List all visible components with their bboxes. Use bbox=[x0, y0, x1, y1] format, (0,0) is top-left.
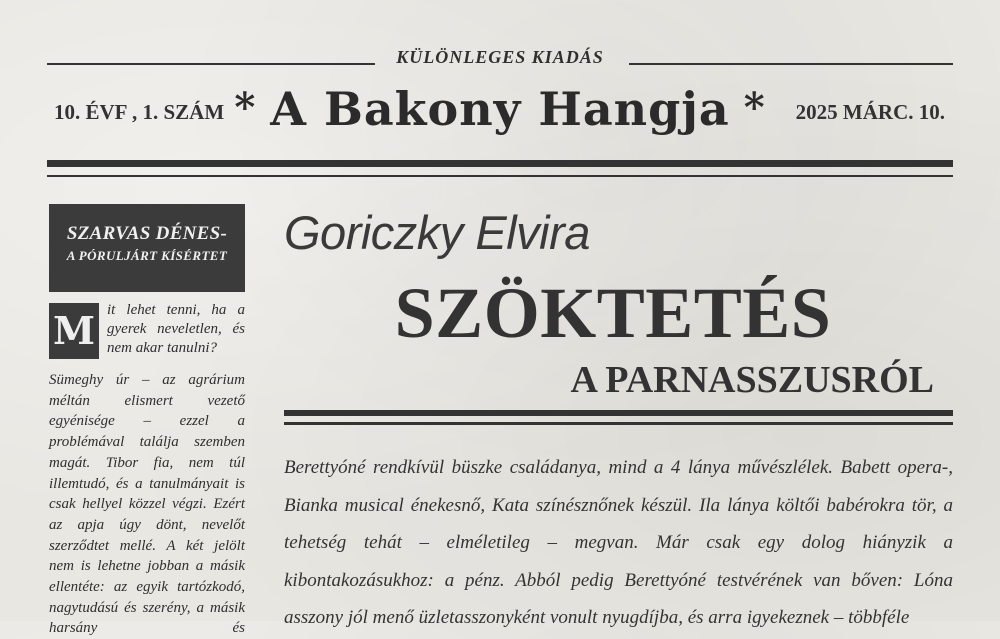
sidebar-lead-text: it lehet tenni, ha a gyerek neveletlen, és nem akar tanulni? bbox=[107, 302, 245, 356]
star-ornament-right: * bbox=[743, 84, 766, 131]
article-headline: SZÖKTETÉS bbox=[394, 273, 832, 353]
sidebar-body-text: Sümeghy úr – az agrárium méltán elismert vezető egyénisége – ezzel a problémával találja szemben magát. Tibor fia, nem túl illemtudó, és a tanulmányait is csak hellyel közzel végzi. Ezért az apja úgy dönt, nevelőt szerződtet mellé. A két jelölt nem is lehetne jobban a másik ellentéte: az egyik tartózkodó, nagytudású és szerény, a másik harsány és bbox=[49, 372, 245, 637]
issue-date: 2025 MÁRC. 10. bbox=[795, 100, 945, 124]
dropcap-letter: M bbox=[49, 303, 99, 359]
star-ornament-left: * bbox=[234, 84, 257, 131]
article-rule-thin bbox=[284, 422, 953, 425]
sidebar-title: SZARVAS DÉNES- bbox=[66, 223, 228, 244]
issue-number: 10. ÉVF , 1. SZÁM bbox=[54, 100, 225, 124]
masthead-rule-thick bbox=[47, 160, 953, 167]
article-rule-thick bbox=[284, 410, 953, 416]
sidebar-title-box bbox=[49, 204, 245, 292]
masthead-rule-thin bbox=[47, 175, 953, 177]
article-author: Goriczky Elvira bbox=[284, 206, 590, 259]
newspaper-title-text: A Bakony Hangja bbox=[270, 82, 730, 136]
sidebar-subtitle: A PÓRULJÁRT KÍSÉRTET bbox=[66, 248, 228, 263]
special-edition-kicker: KÜLÖNLEGES KIADÁS bbox=[396, 47, 604, 67]
article-body-text: Berettyóné rendkívül büszke családanya, mind a 4 lánya művészlélek. Babett opera-, Bianka musical énekesnő, Kata színésznőnek készül. Ila lánya költői babérokra tör, a tehetség tehát – elméletileg – megvan. Már csak egy dolog hiányzik a kibontakozásukhoz: a pénz. Abból pedig Berettyóné testvérének van bőven: Lóna asszony jól menő üzletasszonyként vonult nyugdíjba, és arra igyekeznek – többféle bbox=[284, 457, 953, 628]
article-subheadline: A PARNASSZUSRÓL bbox=[570, 359, 934, 401]
